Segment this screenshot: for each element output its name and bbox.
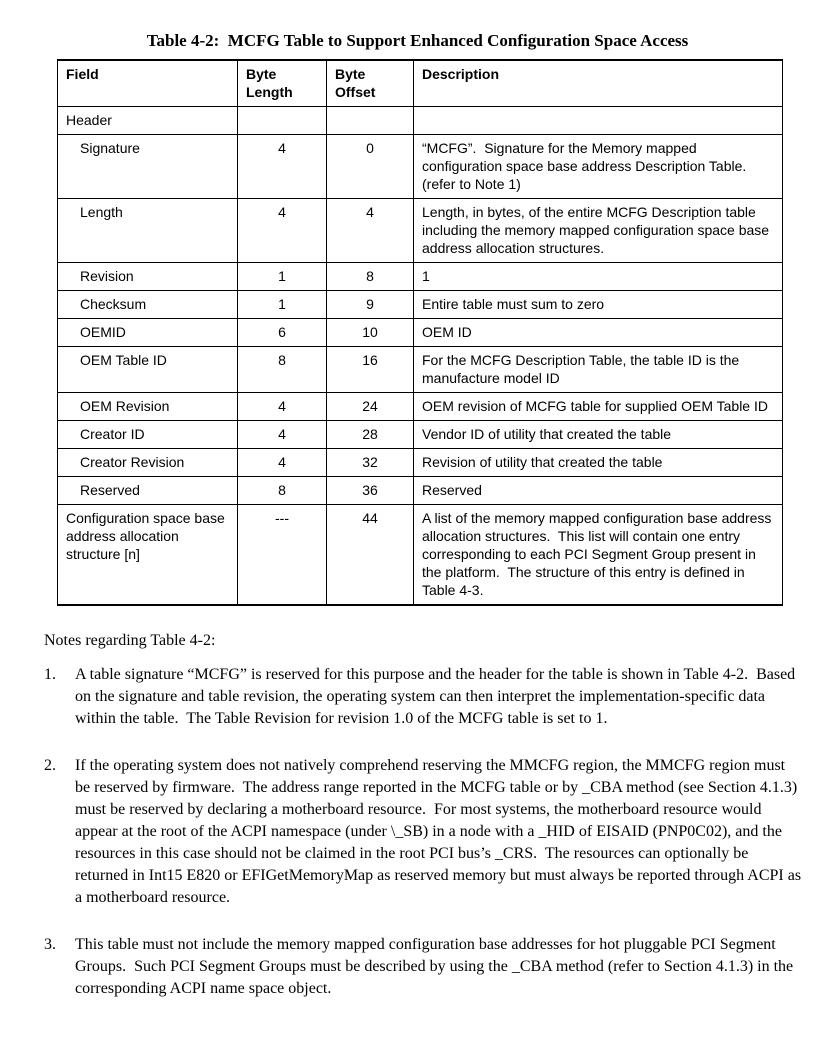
description-cell: OEM revision of MCFG table for supplied OEM Table ID <box>414 393 783 421</box>
field-cell: OEMID <box>58 319 238 347</box>
byte-length-cell: --- <box>238 505 327 606</box>
byte-offset-cell <box>327 107 414 135</box>
byte-length-cell <box>238 107 327 135</box>
table-caption: Table 4-2: MCFG Table to Support Enhanced Configuration Space Access <box>146 31 689 50</box>
byte-offset-cell: 28 <box>327 421 414 449</box>
note-text: This table must not include the memory mapped configuration base addresses for hot pluggable PCI Segment Groups. Such PCI Segment Groups must be described by using the _CBA method (refer to Section 4.1.3) in the corresponding ACPI name space object. <box>75 936 798 997</box>
note-number: 3. <box>44 936 56 953</box>
byte-length-cell: 4 <box>238 393 327 421</box>
note-item <box>44 664 802 730</box>
table-header-row <box>58 60 783 107</box>
description-cell <box>414 107 783 135</box>
byte-length-cell: 1 <box>238 291 327 319</box>
description-cell: Entire table must sum to zero <box>414 291 783 319</box>
byte-offset-cell: 36 <box>327 477 414 505</box>
table-row <box>58 107 783 135</box>
field-cell: OEM Table ID <box>58 347 238 393</box>
note-number: 2. <box>44 757 56 774</box>
field-cell: Length <box>58 199 238 263</box>
byte-length-cell: 4 <box>238 421 327 449</box>
description-cell: A list of the memory mapped configuration base address allocation structures. This list will contain one entry corresponding to each PCI Segment Group present in the platform. The structure of this entry is defined in Table 4-3. <box>414 505 783 606</box>
note-item <box>44 934 802 1000</box>
table-row <box>58 393 783 421</box>
field-cell: Header <box>58 107 238 135</box>
byte-length-cell: 4 <box>238 449 327 477</box>
description-cell: Revision of utility that created the table <box>414 449 783 477</box>
table-row <box>58 263 783 291</box>
byte-offset-cell: 32 <box>327 449 414 477</box>
byte-offset-cell: 44 <box>327 505 414 606</box>
field-cell: OEM Revision <box>58 393 238 421</box>
field-cell: Signature <box>58 135 238 199</box>
column-header-field: Field <box>58 60 238 107</box>
notes-list <box>44 664 806 1000</box>
field-cell: Reserved <box>58 477 238 505</box>
mcfg-spec-table <box>57 59 783 606</box>
table-row <box>58 477 783 505</box>
table-row <box>58 421 783 449</box>
byte-offset-cell: 4 <box>327 199 414 263</box>
description-cell: “MCFG”. Signature for the Memory mapped configuration space base address Description Table. (refer to Note 1) <box>414 135 783 199</box>
field-cell: Creator Revision <box>58 449 238 477</box>
notes-heading: Notes regarding Table 4-2: <box>44 632 216 649</box>
byte-offset-cell: 10 <box>327 319 414 347</box>
column-header-description: Description <box>414 60 783 107</box>
byte-length-cell: 6 <box>238 319 327 347</box>
byte-offset-cell: 9 <box>327 291 414 319</box>
description-cell: 1 <box>414 263 783 291</box>
description-cell: Length, in bytes, of the entire MCFG Description table including the memory mapped configuration space base address allocation structures. <box>414 199 783 263</box>
byte-offset-cell: 16 <box>327 347 414 393</box>
note-text: A table signature “MCFG” is reserved for this purpose and the header for the table is shown in Table 4-2. Based on the signature and table revision, the operating system can then interpret the implementation-specific data within the table. The Table Revision for revision 1.0 of the MCFG table is set to 1. <box>75 666 800 727</box>
table-row <box>58 319 783 347</box>
byte-length-cell: 8 <box>238 347 327 393</box>
note-item <box>44 755 806 909</box>
byte-length-cell: 4 <box>238 199 327 263</box>
description-cell: OEM ID <box>414 319 783 347</box>
byte-offset-cell: 24 <box>327 393 414 421</box>
field-cell: Checksum <box>58 291 238 319</box>
description-cell: Vendor ID of utility that created the table <box>414 421 783 449</box>
column-header-byte-length: Byte Length <box>238 60 327 107</box>
field-cell: Creator ID <box>58 421 238 449</box>
table-row <box>58 291 783 319</box>
table-row <box>58 135 783 199</box>
description-cell: For the MCFG Description Table, the table ID is the manufacture model ID <box>414 347 783 393</box>
byte-length-cell: 4 <box>238 135 327 199</box>
table-row <box>58 449 783 477</box>
field-cell: Revision <box>58 263 238 291</box>
table-row <box>58 505 783 606</box>
byte-offset-cell: 0 <box>327 135 414 199</box>
byte-offset-cell: 8 <box>327 263 414 291</box>
column-header-byte-offset: Byte Offset <box>327 60 414 107</box>
field-cell: Configuration space base address allocation structure [n] <box>58 505 238 606</box>
notes-section <box>44 630 806 1025</box>
note-number: 1. <box>44 666 56 683</box>
byte-length-cell: 8 <box>238 477 327 505</box>
description-cell: Reserved <box>414 477 783 505</box>
byte-length-cell: 1 <box>238 263 327 291</box>
table-row <box>58 199 783 263</box>
table-row <box>58 347 783 393</box>
note-text: If the operating system does not natively comprehend reserving the MMCFG region, the MMCFG region must be reserved by firmware. The address range reported in the MCFG table or by _CBA method (see Section 4.1.3) must be reserved by declaring a motherboard resource. For most systems, the motherboard resource would appear at the root of the ACPI namespace (under \_SB) in a node with a _HID of EISAID (PNP0C02), and the resources in this case should not be claimed in the root PCI bus’s _CRS. The resources can optionally be returned in Int15 E820 or EFIGetMemoryMap as reserved memory but must always be reported through ACPI as a motherboard resource. <box>75 757 806 906</box>
